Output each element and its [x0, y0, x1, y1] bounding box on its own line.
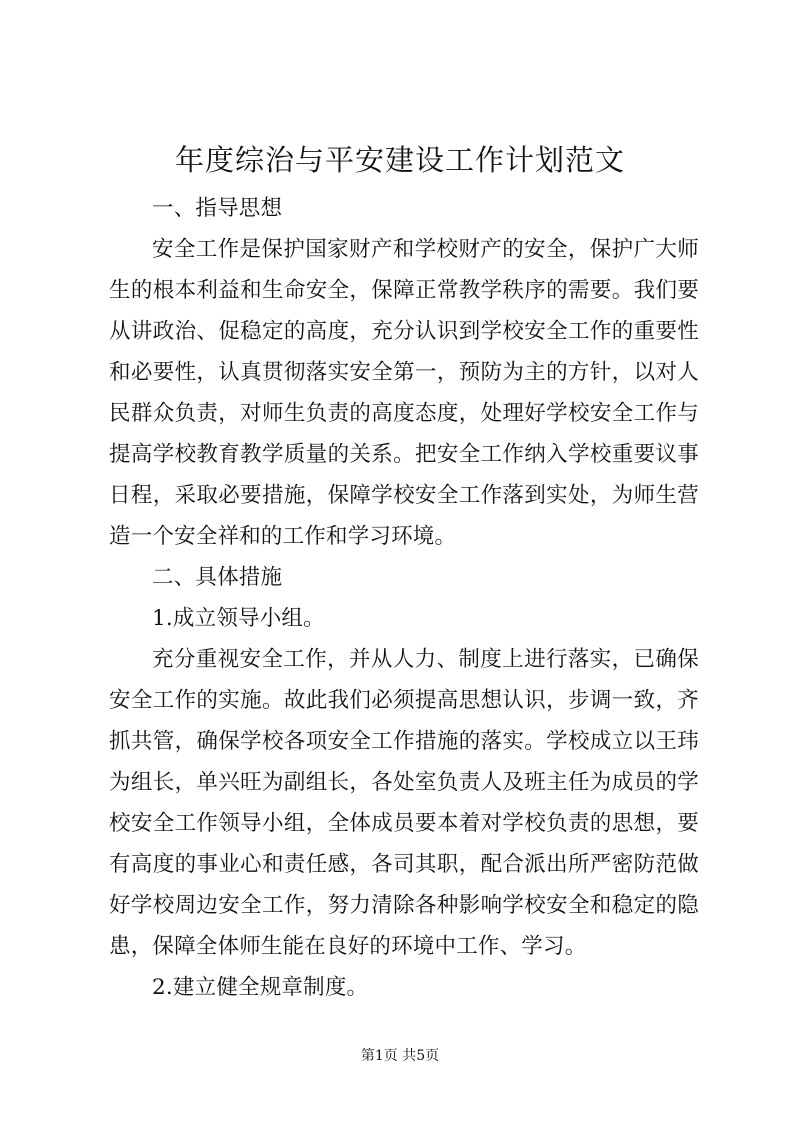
document-title: 年度综治与平安建设工作计划范文	[174, 143, 625, 177]
section-heading-guiding-ideology: 一、指导思想	[152, 196, 283, 221]
section-heading-specific-measures: 二、具体措施	[152, 565, 283, 590]
paragraph-leadership-group: 充分重视安全工作，并从人力、制度上进行落实，已确保安全工作的实施。故此我们必须提高思想认识，步调一致，齐抓共管，确保学校各项安全工作措施的落实。学校成立以王玮为组长，单兴旺为副组长，各处室负责人及班主任为成员的学校安全工作领导小组，全体成员要本着对学校负责的思想，要有高度的事业心和责任感，各司其职，配合派出所严密防范做好学校周边安全工作，努力清除各种影响学校安全和稳定的隐患，保障全体师生能在良好的环境中工作、学习。	[109, 647, 699, 959]
document-body	[109, 188, 699, 1008]
paragraph-safety-importance: 安全工作是保护国家财产和学校财产的安全，保护广大师生的根本利益和生命安全，保障正常教学秩序的需要。我们要从讲政治、促稳定的高度，充分认识到学校安全工作的重要性和必要性，认真贯彻落实安全第一，预防为主的方针，以对人民群众负责，对师生负责的高度态度，处理好学校安全工作与提高学校教育教学质量的关系。把安全工作纳入学校重要议事日程，采取必要措施，保障学校安全工作落到实处，为师生营造一个安全祥和的工作和学习环境。	[109, 237, 699, 549]
page-footer: 第1页 共5页	[360, 1048, 440, 1064]
subheading-rules-system: 2.建立健全规章制度。	[152, 975, 369, 1000]
subheading-leadership-group: 1.成立领导小组。	[152, 606, 325, 631]
